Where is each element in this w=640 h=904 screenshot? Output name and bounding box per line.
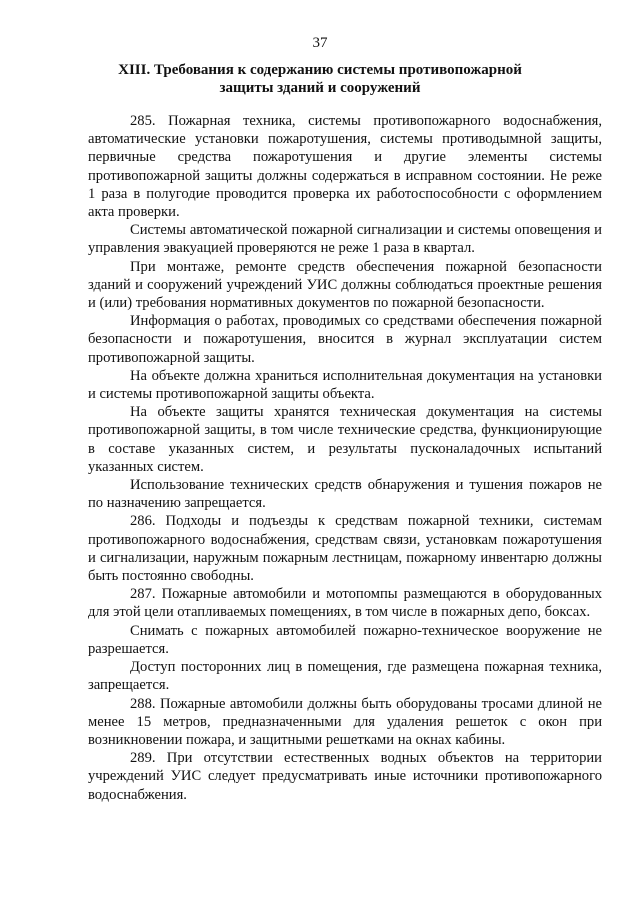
paragraph-289: 289. При отсутствии естественных водных объектов на территории учреждений УИС следует предусматривать иные источники противопожарного водоснабжения. [88, 750, 602, 803]
paragraph-288: 288. Пожарные автомобили должны быть оборудованы тросами длиной не менее 15 метров, предназначенными для удаления решеток с окон при возникновении пожара, и защитными решетками на окнах кабины. [88, 695, 602, 748]
paragraph-technical-docs: На объекте защиты хранятся техническая документация на системы противопожарной защиты, в том числе технические средства, функционирующие в составе указанных систем, и результаты пусконаладочных испытаний указанных систем. [88, 404, 602, 475]
paragraph-access: Доступ посторонних лиц в помещения, где размещена пожарная техника, запрещается. [88, 659, 602, 694]
page-number: 37 [312, 35, 328, 51]
document-body [88, 112, 602, 804]
paragraph-alarm-systems: Системы автоматической пожарной сигнализации и системы оповещения и управления эвакуацией проверяются не реже 1 раза в квартал. [88, 222, 602, 257]
paragraph-equipment-removal: Снимать с пожарных автомобилей пожарно-техническое вооружение не разрешается. [88, 622, 602, 657]
section-heading [100, 61, 540, 97]
paragraph-286: 286. Подходы и подъезды к средствам пожарной техники, системам противопожарного водоснабжения, средствам связи, установкам пожаротушения и сигнализации, наружным пожарным лестницам, пожарному инвентарю должны быть постоянно свободны. [88, 513, 602, 585]
paragraph-installation: При монтаже, ремонте средств обеспечения пожарной безопасности зданий и сооружений учреждений УИС должны соблюдаться проектные решения и (или) требования нормативных документов по пожарной безопасности. [88, 258, 602, 312]
paragraph-journal: Информация о работах, проводимых со средствами обеспечения пожарной безопасности и пожаротушения, вносится в журнал эксплуатации систем противопожарной защиты. [88, 313, 602, 366]
section-heading-line-1: XIII. Требования к содержанию системы противопожарной [118, 62, 522, 78]
paragraph-documentation: На объекте должна храниться исполнительная документация на установки и системы противопожарной защиты объекта. [88, 367, 602, 403]
paragraph-misuse: Использование технических средств обнаружения и тушения пожаров не по назначению запрещается. [88, 477, 602, 512]
paragraph-287: 287. Пожарные автомобили и мотопомпы размещаются в оборудованных для этой цели отапливаемых помещениях, в том числе в пожарных депо, боксах. [88, 586, 602, 621]
section-heading-line-2: защиты зданий и сооружений [219, 80, 421, 96]
paragraph-285: 285. Пожарная техника, системы противопожарного водоснабжения, автоматические установки пожаротушения, системы противодымной защиты, первичные средства пожаротушения и другие элементы системы противопожарной защиты должны содержаться в исправном состоянии. Не реже 1 раза в полугодие проводится проверка их работоспособности с оформлением акта проверки. [88, 113, 602, 221]
